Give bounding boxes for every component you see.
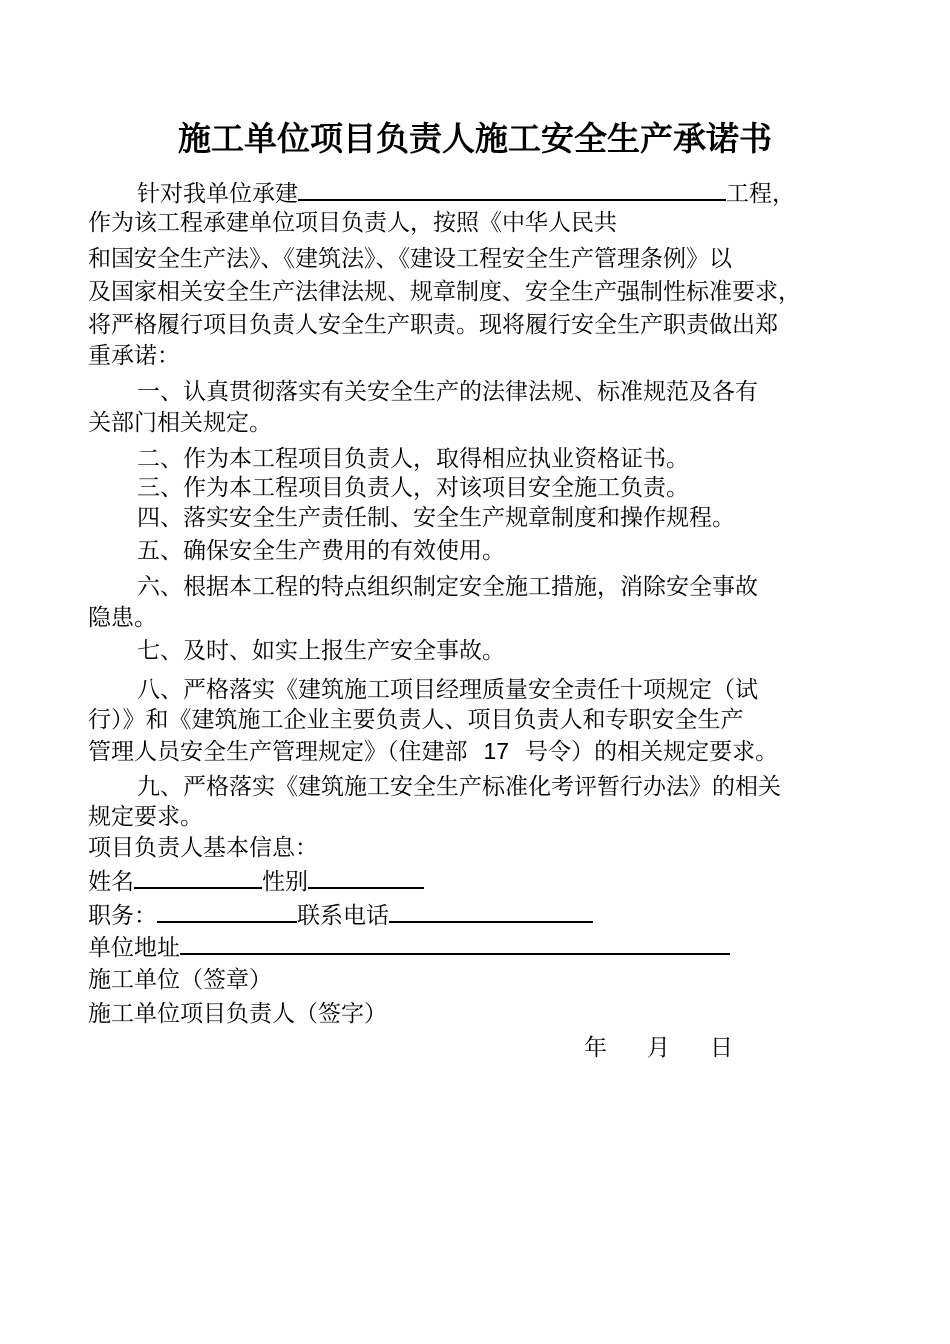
gender-field[interactable] <box>308 866 424 889</box>
decree-number: 17 <box>483 738 510 764</box>
item-8-line-3-start: 管理人员安全生产管理规定》（住建部 <box>88 739 468 765</box>
item-6-line-1: 六、根据本工程的特点组织制定安全施工措施，消除安全事故 <box>137 574 758 600</box>
phone-field[interactable] <box>389 900 593 923</box>
intro-line-2: 作为该工程承建单位项目负责人，按照《中华人民共 <box>88 210 617 236</box>
name-gender-row <box>88 866 424 896</box>
info-heading: 项目负责人基本信息： <box>88 835 318 861</box>
gender-label: 性别 <box>262 869 308 895</box>
name-field[interactable] <box>134 866 262 889</box>
item-1-line-2: 关部门相关规定。 <box>88 410 272 436</box>
date-day: 日 <box>710 1035 733 1061</box>
address-label: 单位地址 <box>88 935 180 961</box>
item-6-line-2: 隐患。 <box>88 605 157 631</box>
date-month: 月 <box>647 1035 670 1061</box>
item-2: 二、作为本工程项目负责人，取得相应执业资格证书。 <box>137 446 689 472</box>
project-name-blank[interactable] <box>298 178 726 201</box>
intro-line-6: 重承诺： <box>88 343 180 369</box>
date-line <box>584 1033 733 1063</box>
address-row <box>88 932 730 962</box>
position-label: 职务： <box>88 903 157 929</box>
manager-signature-line: 施工单位项目负责人（签字） <box>88 1001 387 1027</box>
name-label: 姓名 <box>88 869 134 895</box>
item-4: 四、落实安全生产责任制、安全生产规章制度和操作规程。 <box>137 505 735 531</box>
address-field[interactable] <box>180 932 730 955</box>
item-3: 三、作为本工程项目负责人，对该项目安全施工负责。 <box>137 475 689 501</box>
item-1-line-1: 一、认真贯彻落实有关安全生产的法律法规、标准规范及各有 <box>137 379 758 405</box>
item-7: 七、及时、如实上报生产安全事故。 <box>137 638 505 664</box>
intro-line-5: 将严格履行项目负责人安全生产职责。现将履行安全生产职责做出郑 <box>88 312 778 338</box>
intro-line-4: 及国家相关安全生产法律法规、规章制度、安全生产强制性标准要求， <box>88 279 801 305</box>
intro-line-1 <box>137 178 795 208</box>
item-9-line-1: 九、严格落实《建筑施工安全生产标准化考评暂行办法》的相关 <box>137 774 781 800</box>
intro-project-prefix: 针对我单位承建 <box>137 181 298 207</box>
intro-line-3: 和国安全生产法》、《建筑法》、《建设工程安全生产管理条例》以 <box>88 246 732 272</box>
item-8-line-3-end: 号令）的相关规定要求。 <box>525 739 779 765</box>
item-9-line-2: 规定要求。 <box>88 804 203 830</box>
phone-label: 联系电话 <box>297 903 389 929</box>
item-8-line-2: 行）》和《建筑施工企业主要负责人、项目负责人和专职安全生产 <box>88 707 744 733</box>
item-8-line-3 <box>88 736 778 766</box>
document-title: 施工单位项目负责人施工安全生产承诺书 <box>178 119 772 158</box>
item-5: 五、确保安全生产费用的有效使用。 <box>137 538 505 564</box>
position-phone-row <box>88 900 593 930</box>
intro-project-suffix: 工程， <box>726 181 795 207</box>
position-field[interactable] <box>157 900 297 923</box>
item-8-line-1: 八、严格落实《建筑施工项目经理质量安全责任十项规定（试 <box>137 677 758 703</box>
date-year: 年 <box>584 1035 607 1061</box>
company-seal-line: 施工单位（签章） <box>88 967 272 993</box>
